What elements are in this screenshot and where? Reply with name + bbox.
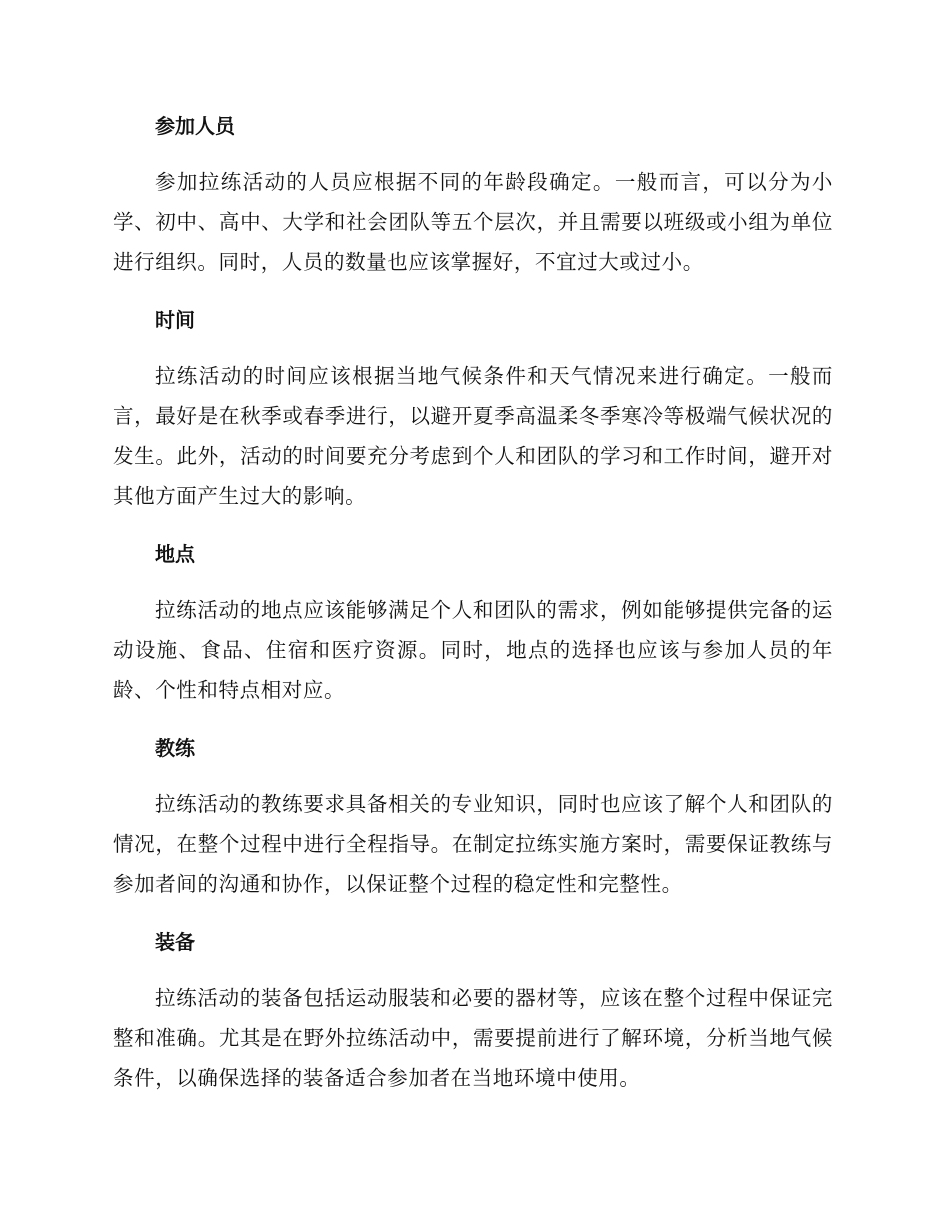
section-paragraph: 拉练活动的教练要求具备相关的专业知识，同时也应该了解个人和团队的情况，在整个过程中进行全程指导。在制定拉练实施方案时，需要保证教练与参加者间的沟通和协作，以保证整个过程的稳定性和完整性。	[113, 792, 833, 896]
section-heading: 教练	[155, 736, 195, 760]
section-participants	[113, 108, 833, 282]
section-heading: 装备	[155, 930, 195, 954]
section-time	[113, 302, 833, 516]
section-heading: 参加人员	[155, 114, 235, 138]
section-location	[113, 536, 833, 710]
section-paragraph: 拉练活动的地点应该能够满足个人和团队的需求，例如能够提供完备的运动设施、食品、住宿和医疗资源。同时，地点的选择也应该与参加人员的年龄、个性和特点相对应。	[113, 598, 833, 702]
section-paragraph: 拉练活动的时间应该根据当地气候条件和天气情况来进行确定。一般而言，最好是在秋季或春季进行，以避开夏季高温柔冬季寒冷等极端气候状况的发生。此外，活动的时间要充分考虑到个人和团队的学习和工作时间，避开对其他方面产生过大的影响。	[113, 364, 833, 508]
section-heading: 时间	[155, 308, 195, 332]
section-equipment	[113, 924, 833, 1098]
section-paragraph: 拉练活动的装备包括运动服装和必要的器材等，应该在整个过程中保证完整和准确。尤其是在野外拉练活动中，需要提前进行了解环境，分析当地气候条件，以确保选择的装备适合参加者在当地环境中使用。	[113, 986, 833, 1090]
section-heading: 地点	[155, 542, 195, 566]
section-paragraph: 参加拉练活动的人员应根据不同的年龄段确定。一般而言，可以分为小学、初中、高中、大学和社会团队等五个层次，并且需要以班级或小组为单位进行组织。同时，人员的数量也应该掌握好，不宜过大或过小。	[113, 170, 833, 274]
section-coach	[113, 730, 833, 904]
document-content	[113, 108, 833, 1118]
